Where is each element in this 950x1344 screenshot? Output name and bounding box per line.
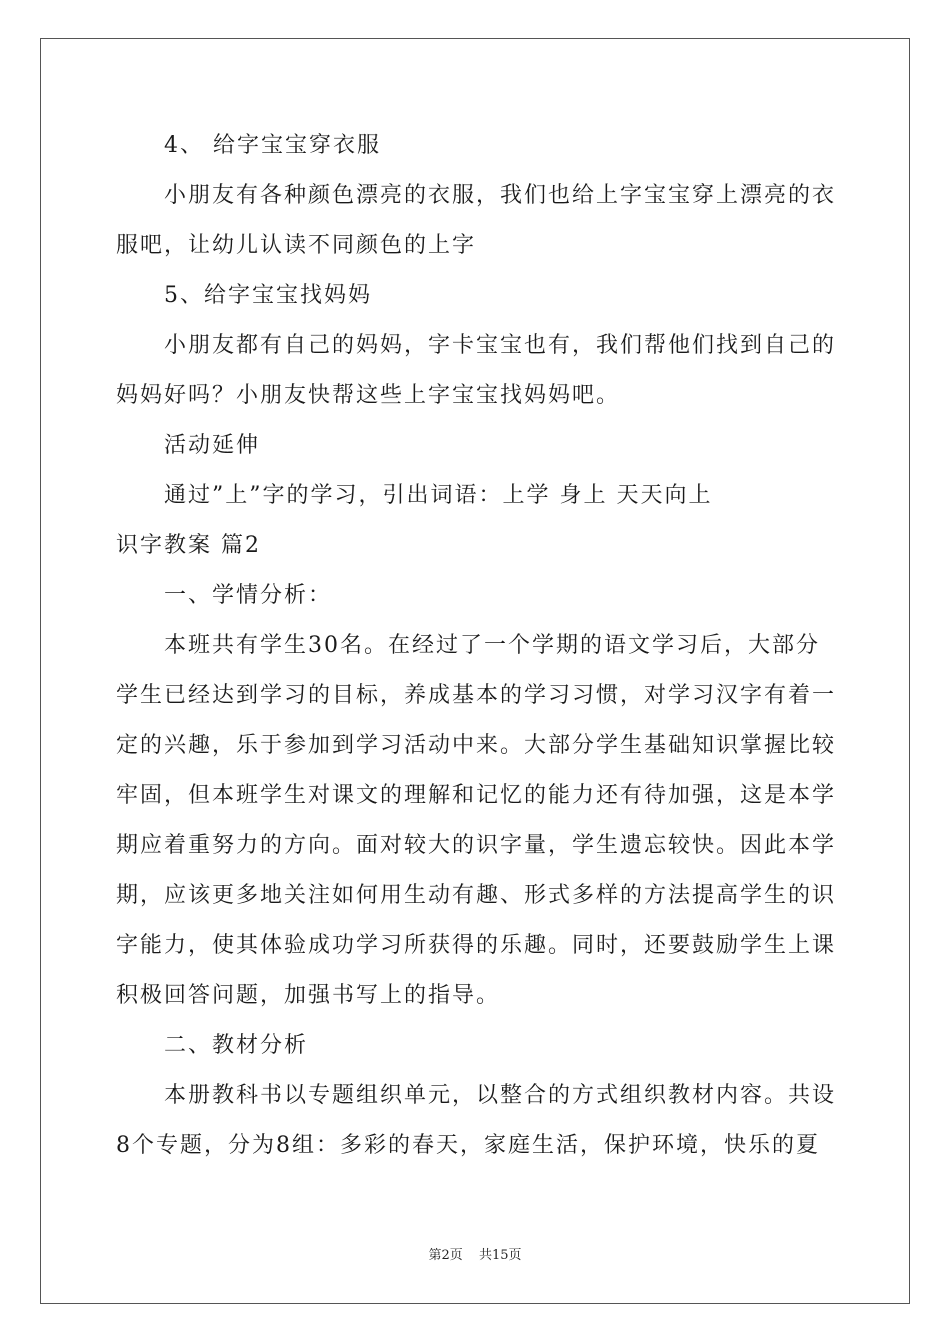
page-total: 共15页 [478, 1248, 522, 1263]
text-line: 小朋友有各种颜色漂亮的衣服，我们也给上字宝宝穿上漂亮的衣 [164, 183, 837, 208]
text-line: 8个专题，分为8组：多彩的春天，家庭生活，保护环境，快乐的夏 [116, 1133, 820, 1158]
text-line: 5、给字宝宝找妈妈 [164, 283, 372, 308]
text-line: 字能力，使其体验成功学习所获得的乐趣。同时，还要鼓励学生上课 [116, 933, 837, 958]
paragraph-clothes [116, 171, 837, 271]
paragraph-learning-analysis [116, 621, 837, 1021]
activity-extension-text [116, 471, 834, 521]
activity-extension-heading [116, 421, 834, 471]
text-line: 4、 给字宝宝穿衣服 [164, 133, 381, 158]
text-line: 积极回答问题，加强书写上的指导。 [116, 983, 501, 1008]
text-line: 期应着重努力的方向。面对较大的识字量，学生遗忘较快。因此本学 [116, 833, 837, 858]
text-line: 小朋友都有自己的妈妈，字卡宝宝也有，我们帮他们找到自己的 [164, 333, 837, 358]
section-heading-learning-analysis [116, 571, 834, 621]
paragraph-textbook-analysis [116, 1071, 837, 1171]
document-body [116, 121, 837, 1171]
text-line: 期，应该更多地关注如何用生动有趣、形式多样的方法提高学生的识 [116, 883, 837, 908]
text-line: 定的兴趣，乐于参加到学习活动中来。大部分学生基础知识掌握比较 [116, 733, 837, 758]
text-line: 活动延伸 [164, 433, 261, 458]
text-line: 一、学情分析： [164, 583, 333, 608]
text-line: 服吧，让幼儿认读不同颜色的上字 [116, 233, 477, 258]
text-line: 妈妈好吗？小朋友快帮这些上字宝宝找妈妈吧。 [116, 383, 621, 408]
text-line: 本班共有学生30名。在经过了一个学期的语文学习后，大部分 [164, 633, 820, 658]
text-line: 牢固，但本班学生对课文的理解和记忆的能力还有待加强，这是本学 [116, 783, 837, 808]
text-line: 学生已经达到学习的目标，养成基本的学习习惯，对学习汉字有着一 [116, 683, 837, 708]
text-line: 通过”上”字的学习，引出词语：上学 身上 天天向上 [164, 483, 713, 508]
section-heading-5 [116, 271, 834, 321]
section-heading-textbook-analysis [116, 1021, 834, 1071]
text-line: 识字教案 篇2 [116, 533, 261, 558]
section-heading-4 [116, 121, 834, 171]
paragraph-mother [116, 321, 837, 421]
page-footer [0, 1244, 950, 1263]
lesson-plan-title [116, 521, 834, 571]
text-line: 本册教科书以专题组织单元，以整合的方式组织教材内容。共设 [164, 1083, 837, 1108]
text-line: 二、教材分析 [164, 1033, 309, 1058]
page-number: 第2页 [428, 1248, 463, 1263]
